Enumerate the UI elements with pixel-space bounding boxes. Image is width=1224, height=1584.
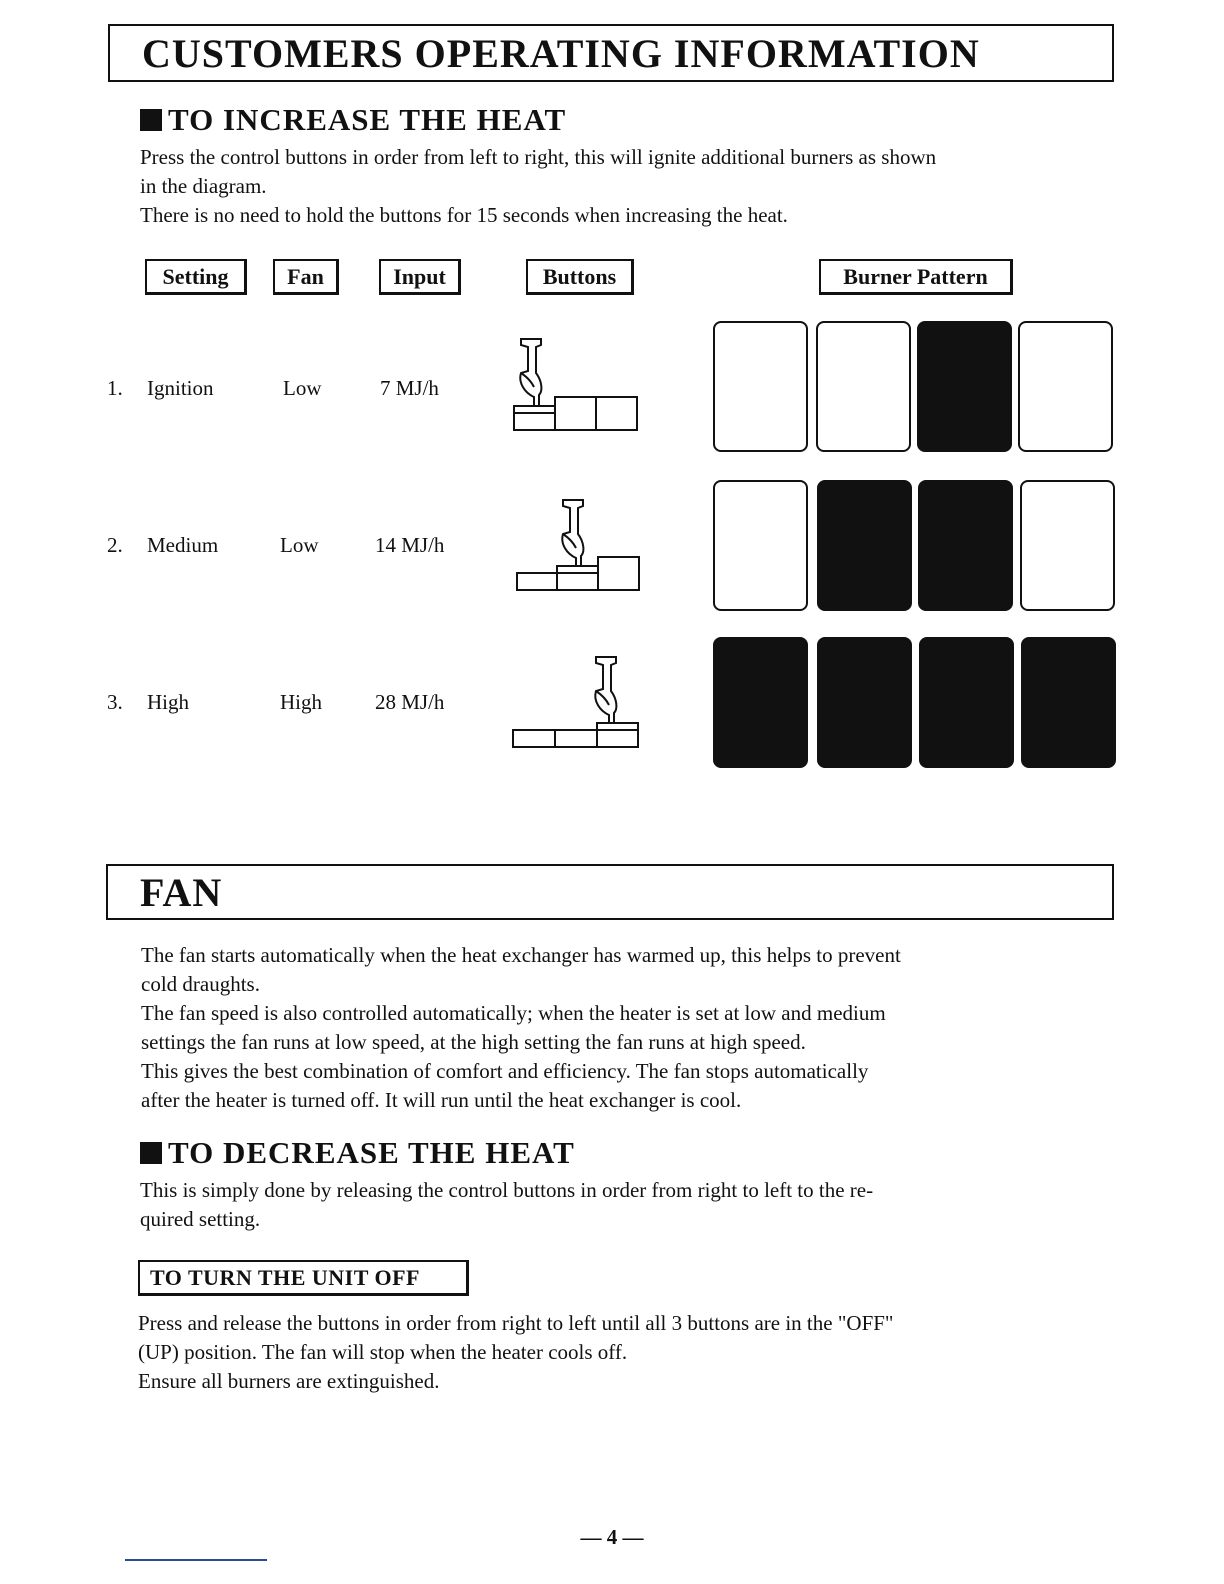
row-fan: High (280, 690, 322, 714)
bullet-square-icon (140, 1142, 162, 1164)
column-header-buttons: Buttons (526, 259, 634, 295)
column-header-fan: Fan (273, 259, 339, 295)
paragraph-line: Ensure all burners are extinguished. (138, 1369, 440, 1393)
page-number: — 4 — (580, 1525, 644, 1549)
fan-title-box (106, 864, 1114, 920)
increase-heat-heading-text: TO INCREASE THE HEAT (168, 102, 567, 137)
buttons-diagram-icon (505, 494, 645, 596)
page-title-box (108, 24, 1114, 82)
bullet-square-icon (140, 109, 162, 131)
row-setting: High (147, 690, 189, 714)
decrease-heat-heading-text: TO DECREASE THE HEAT (168, 1135, 575, 1170)
paragraph-line: This gives the best combination of comfort and efficiency. The fan stops automatically (141, 1059, 869, 1083)
column-header-setting: Setting (145, 259, 247, 295)
burner-off (713, 321, 808, 452)
burner-on (713, 637, 808, 768)
paragraph-line: Press and release the buttons in order from right to left until all 3 buttons are in the "OFF" (138, 1311, 894, 1335)
row-number: 1. (107, 376, 123, 400)
decrease-heat-paragraph (140, 1176, 873, 1234)
paragraph-line: There is no need to hold the buttons for 15 seconds when increasing the heat. (140, 203, 788, 227)
burner-off (816, 321, 911, 452)
column-header-burner-pattern: Burner Pattern (819, 259, 1013, 295)
row-input: 28 MJ/h (375, 690, 445, 714)
paragraph-line: cold draughts. (141, 972, 260, 996)
paragraph-line: quired setting. (140, 1207, 261, 1231)
row-number: 3. (107, 690, 123, 714)
fan-title: FAN (140, 869, 223, 915)
row-number: 2. (107, 533, 123, 557)
row-fan: Low (283, 376, 322, 400)
burner-on (917, 321, 1012, 452)
paragraph-line: The fan speed is also controlled automatically; when the heater is set at low and medium (141, 1001, 886, 1025)
footer-divider (125, 1559, 267, 1561)
burner-off (1018, 321, 1113, 452)
buttons-diagram-icon (505, 652, 645, 754)
decrease-heat-heading (140, 1135, 575, 1171)
burner-off (1020, 480, 1115, 611)
row-setting: Medium (147, 533, 219, 557)
row-input: 14 MJ/h (375, 533, 445, 557)
column-header-input: Input (379, 259, 461, 295)
increase-heat-heading (140, 102, 566, 138)
paragraph-line: The fan starts automatically when the heat exchanger has warmed up, this helps to prevent (141, 943, 901, 967)
increase-heat-paragraph (140, 143, 936, 230)
row-setting: Ignition (147, 376, 214, 400)
paragraph-line: settings the fan runs at low speed, at the high setting the fan runs at high speed. (141, 1030, 806, 1054)
buttons-diagram-icon (505, 333, 645, 435)
burner-on (817, 637, 912, 768)
paragraph-line: in the diagram. (140, 174, 267, 198)
burner-on (919, 637, 1014, 768)
turn-off-paragraph (138, 1309, 894, 1396)
paragraph-line: (UP) position. The fan will stop when the heater cools off. (138, 1340, 628, 1364)
burner-on (817, 480, 912, 611)
burner-on (1021, 637, 1116, 768)
turn-off-heading: TO TURN THE UNIT OFF (138, 1260, 469, 1296)
paragraph-line: Press the control buttons in order from left to right, this will ignite additional burners as shown (140, 145, 937, 169)
burner-on (918, 480, 1013, 611)
row-input: 7 MJ/h (380, 376, 439, 400)
paragraph-line: after the heater is turned off. It will run until the heat exchanger is cool. (141, 1088, 742, 1112)
row-fan: Low (280, 533, 319, 557)
burner-off (713, 480, 808, 611)
page-title: CUSTOMERS OPERATING INFORMATION (142, 30, 980, 76)
paragraph-line: This is simply done by releasing the control buttons in order from right to left to the re- (140, 1178, 874, 1202)
fan-paragraph (141, 941, 901, 1115)
